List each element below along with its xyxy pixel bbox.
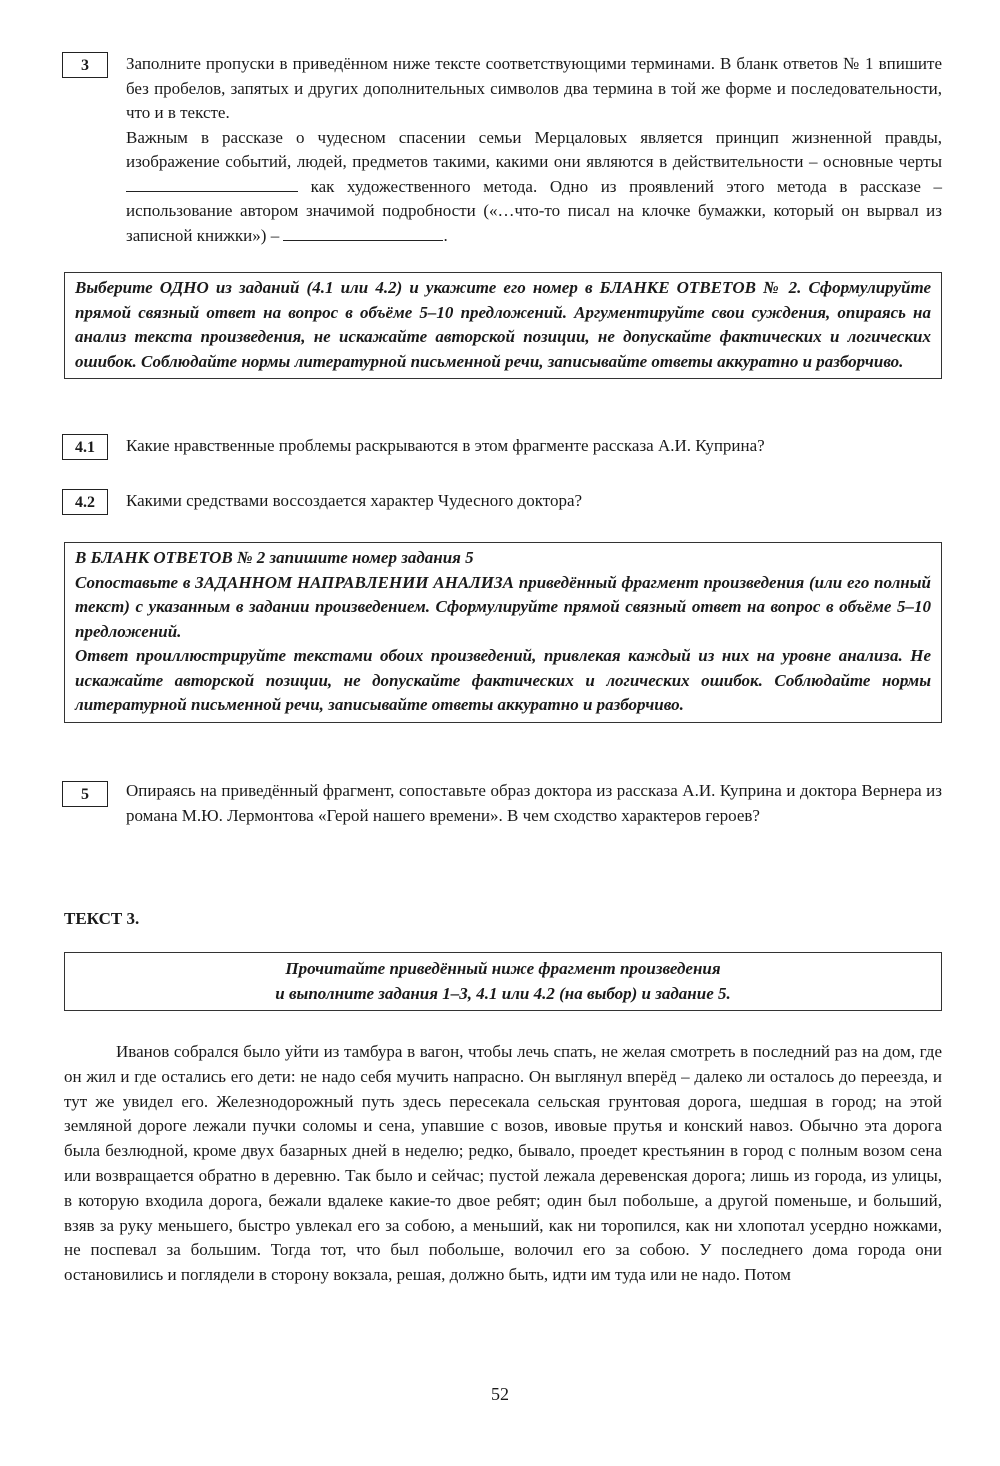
task-4-1 <box>62 434 942 459</box>
task-3-end: . <box>443 225 448 245</box>
task-4-2 <box>62 489 942 514</box>
task-number-box: 3 <box>62 52 108 78</box>
task-3-text <box>126 52 942 248</box>
task-3-paragraph <box>126 126 942 249</box>
instruction-text-3-line-1: Прочитайте приведённый ниже фрагмент произведения <box>285 959 721 978</box>
task-5-text: Опираясь на приведённый фрагмент, сопоставьте образ доктора из рассказа А.И. Куприна и доктора Вернера из романа М.Ю. Лермонтова «Герой нашего времени». В чем сходство характеров героев? <box>126 781 942 825</box>
task-4-2-text: Какими средствами воссоздается характер Чудесного доктора? <box>126 491 583 510</box>
instruction-4-text: Выберите ОДНО из заданий (4.1 или 4.2) и укажите его номер в БЛАНКЕ ОТВЕТОВ № 2. Сформулируйте прямой связный ответ на вопрос в объёме 5–10 предложений. Аргументируйте свои суждения, опираясь на анализ текста произведения, не искажайте авторской позиции, не допускайте фактических и логических ошибок. Соблюдайте нормы литературной письменной речи, записывайте ответы аккуратно и разборчиво. <box>75 278 931 371</box>
passage-paragraph: Иванов собрался было уйти из тамбура в вагон, чтобы лечь спать, не желая смотреть в последний раз на дом, где он жил и где остались его дети: не надо себя мучить напрасно. Он выглянул вперёд – далеко ли осталось до переезда, и тут же увидел его. Железнодорожный путь здесь пересекала сельская грунтовая дорога, шедшая в город; на этой земляной дороге лежали пучки соломы и сена, упавшие с возов, ивовые прутья и конский навоз. Обычно эта дорога была безлюдной, кроме двух базарных дней в неделю; редко, бывало, проедет крестьянин в город с полным возом сена или возвращается обратно в деревню. Так было и сейчас; пустой лежала деревенская дорога; лишь из города, из улицы, в которую входила дорога, бежали вдалеке какие-то двое ребят; один был побольше, а другой поменьше, и больший, взяв за руку меньшего, быстро увлекал его за собою, а меньший, как ни торопился, как ни хлопотал усердно ножками, не поспевал за большим. Тогда тот, что был побольше, волочил его за собою. У последнего дома города они остановились и поглядели в сторону вокзала, решая, должно быть, идти им туда или не надо. Потом <box>64 1042 942 1285</box>
answer-blank-2[interactable] <box>283 226 443 241</box>
task-4-1-text: Какие нравственные проблемы раскрываются в этом фрагменте рассказа А.И. Куприна? <box>126 436 765 455</box>
instruction-text-3 <box>64 952 942 1011</box>
text-3-heading: ТЕКСТ 3. <box>64 909 140 928</box>
instruction-5-line-2: Сопоставьте в ЗАДАННОМ НАПРАВЛЕНИИ АНАЛИЗА приведённый фрагмент произведения (или его полный текст) с указанным в задании произведением. Сформулируйте прямой связный ответ на вопрос в объёме 5–10 предложений. <box>75 572 931 641</box>
task-number-box: 4.1 <box>62 434 108 460</box>
instruction-5-line-1: В БЛАНК ОТВЕТОВ № 2 запишите номер задания 5 <box>75 548 474 567</box>
task-3-part-a: Важным в рассказе о чудесном спасении семьи Мерцаловых является принцип жизненной правды, изображение событий, людей, предметов такими, какими они являются в действительности – основные черты <box>126 127 942 171</box>
instruction-task-5 <box>64 542 942 723</box>
task-3 <box>62 52 942 248</box>
task-number-box: 5 <box>62 781 108 807</box>
instruction-5-line-3: Ответ проиллюстрируйте текстами обоих произведений, привлекая каждый из них на уровне анализа. Не искажайте авторской позиции, не допускайте фактических и логических ошибок. Соблюдайте нормы литературной письменной речи, записывайте ответы аккуратно и разборчиво. <box>75 646 931 714</box>
instruction-task-4 <box>64 272 942 379</box>
passage <box>64 1040 942 1288</box>
task-number-box: 4.2 <box>62 489 108 515</box>
task-3-part-b: как художественного метода. Одно из проявлений этого метода в рассказе – использование автором значимой подробности («…что-то писал на клочке бумажки, который он вырвал из записной книжки») – <box>126 176 943 245</box>
instruction-text-3-line-2: и выполните задания 1–3, 4.1 или 4.2 (на выбор) и задание 5. <box>275 983 731 1003</box>
task-3-instruction: Заполните пропуски в приведённом ниже тексте соответствующими терминами. В бланк ответов № 1 впишите без пробелов, запятых и других дополнительных символов два термина в той же форме и последовательности, что и в тексте. <box>126 54 942 122</box>
answer-blank-1[interactable] <box>126 177 298 192</box>
page-number: 52 <box>491 1384 509 1404</box>
task-5 <box>62 779 942 828</box>
